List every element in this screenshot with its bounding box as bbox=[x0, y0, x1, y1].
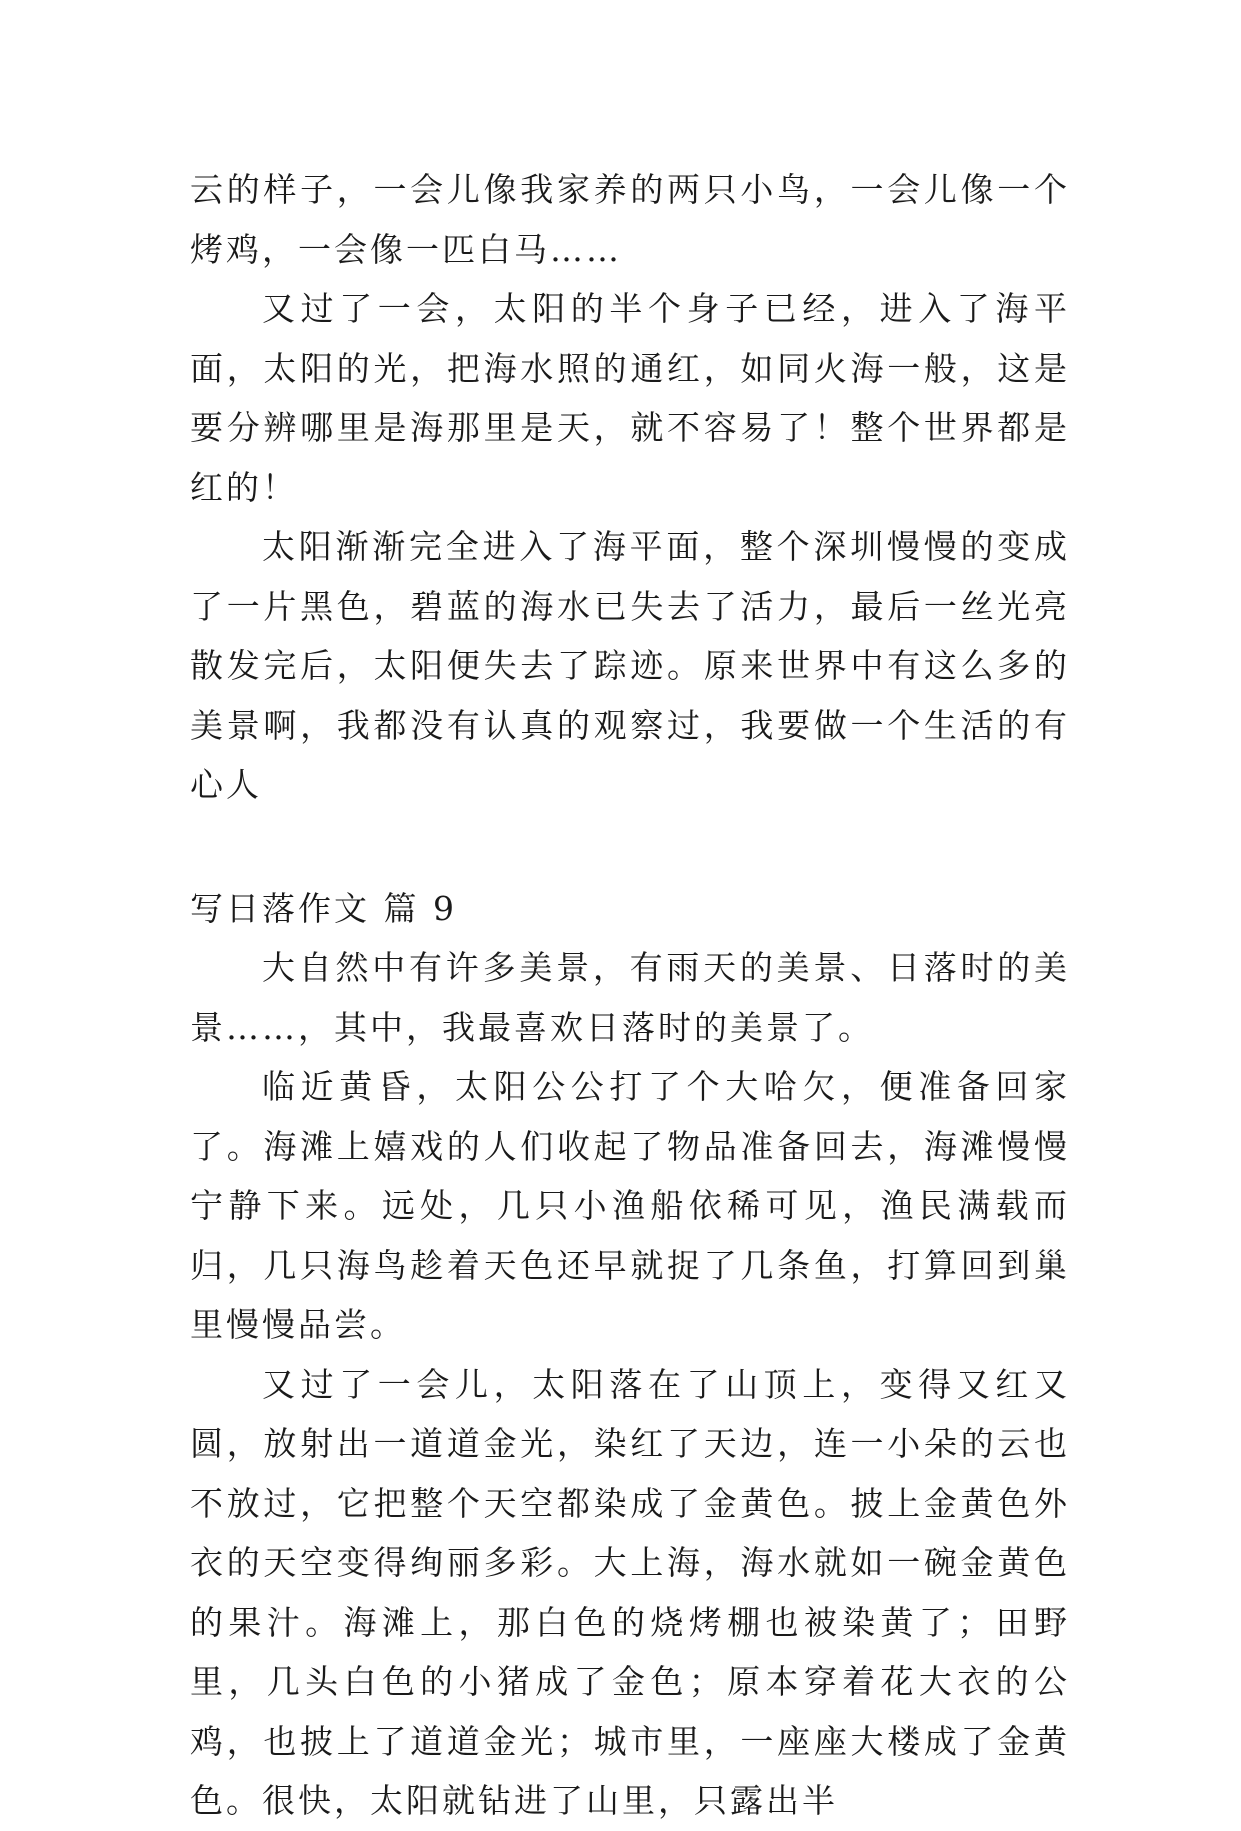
paragraph-intro: 大自然中有许多美景，有雨天的美景、日落时的美景……，其中，我最喜欢日落时的美景了。 bbox=[190, 948, 1070, 1047]
paragraph-sun-fully-set: 太阳渐渐完全进入了海平面，整个深圳慢慢的变成了一片黑色，碧蓝的海水已失去了活力，最后一丝光亮散发完后，太阳便失去了踪迹。原来世界中有这么多的美景啊，我都没有认真的观察过，我要做一个生活的有心人 bbox=[190, 527, 1070, 804]
document-body bbox=[190, 160, 1070, 1831]
paragraph-golden-sky: 又过了一会儿，太阳落在了山顶上，变得又红又圆，放射出一道道金光，染红了天边，连一小朵的云也不放过，它把整个天空都染成了金黄色。披上金黄色外衣的天空变得绚丽多彩。大上海，海水就如一碗金黄色的果汁。海滩上，那白色的烧烤棚也被染黄了；田野里，几头白色的小猪成了金色；原本穿着花大衣的公鸡，也披上了道道金光；城市里，一座座大楼成了金黄色。很快，太阳就钻进了山里，只露出半 bbox=[190, 1364, 1070, 1820]
paragraph-sun-half-set: 又过了一会，太阳的半个身子已经，进入了海平面，太阳的光，把海水照的通红，如同火海一般，这是要分辨哪里是海那里是天，就不容易了！整个世界都是红的！ bbox=[190, 289, 1070, 507]
paragraph-dusk-beach: 临近黄昏，太阳公公打了个大哈欠，便准备回家了。海滩上嬉戏的人们收起了物品准备回去，海滩慢慢宁静下来。远处，几只小渔船依稀可见，渔民满载而归，几只海鸟趁着天色还早就捉了几条鱼，打算回到巢里慢慢品尝。 bbox=[190, 1067, 1070, 1344]
paragraph-continued: 云的样子，一会儿像我家养的两只小鸟，一会儿像一个烤鸡，一会像一匹白马…… bbox=[190, 170, 1070, 269]
section-heading: 写日落作文 篇 9 bbox=[190, 888, 457, 928]
